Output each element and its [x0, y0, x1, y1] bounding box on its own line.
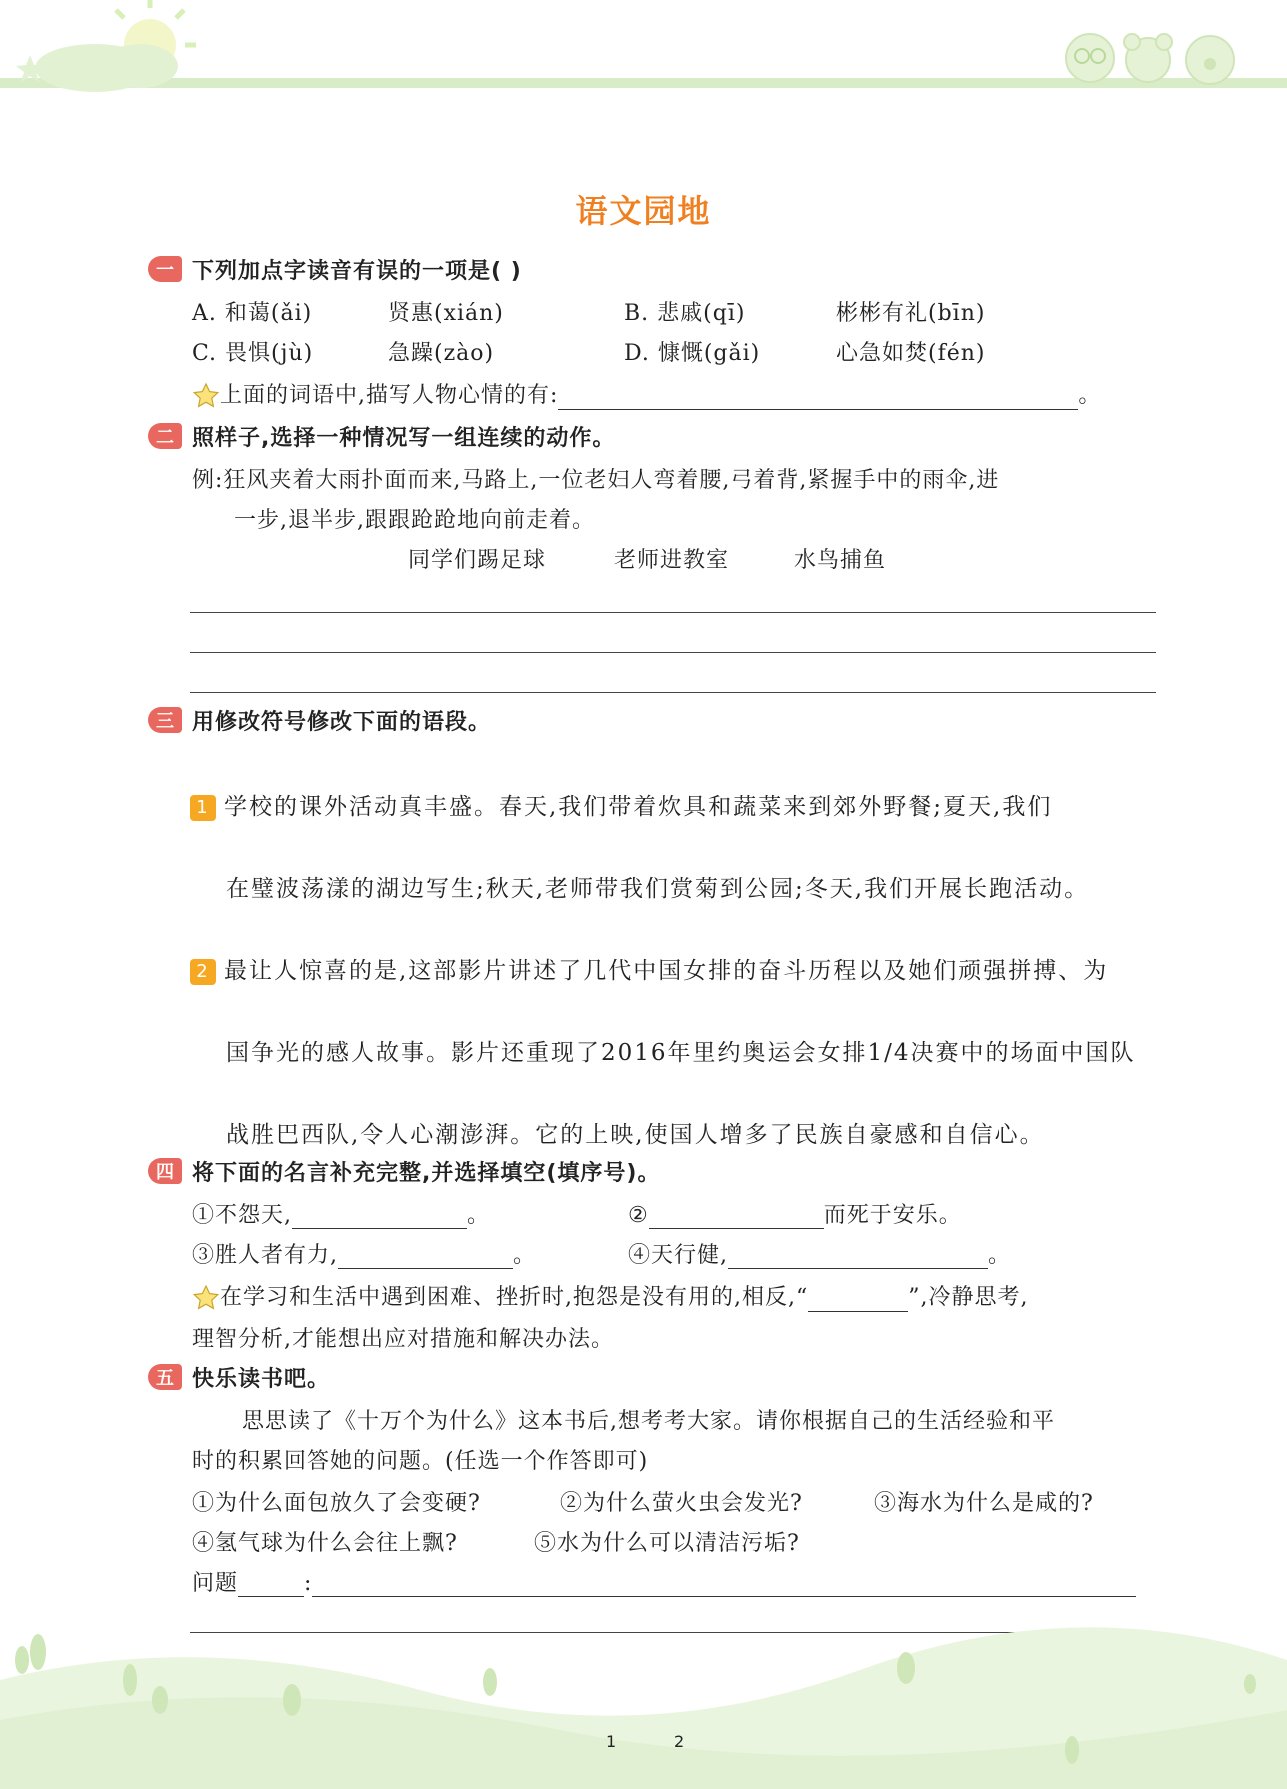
section-badge: 一	[148, 256, 182, 282]
page-number-right: 2	[674, 1732, 685, 1751]
choice-2: 老师进教室	[614, 548, 730, 573]
question-text: ”,冷静思考,	[908, 1285, 1029, 1310]
paragraph-1-line-2: 在璧波荡漾的湖边写生;秋天,老师带我们赏菊到公园;冬天,我们开展长跑活动。	[226, 876, 1090, 902]
section-title: 照样子,选择一种情况写一组连续的动作。	[192, 425, 616, 451]
section-3-header	[148, 706, 491, 734]
period: 。	[1078, 383, 1102, 408]
option-c2: 急躁(zào)	[388, 341, 495, 366]
quote-2-blank[interactable]	[649, 1206, 824, 1229]
section-badge: 四	[148, 1158, 182, 1184]
question-3: ③海水为什么是咸的?	[874, 1491, 1094, 1516]
option-d2: 心急如焚(fén)	[836, 341, 986, 366]
section-title: 下列加点字读音有误的一项是( )	[192, 258, 522, 284]
paragraph-text: 最让人惊喜的是,这部影片讲述了几代中国女排的奋斗历程以及她们顽强拼搏、为	[224, 958, 1109, 984]
quote-text: 而死于安乐。	[823, 1203, 962, 1228]
quote-4-blank[interactable]	[728, 1246, 988, 1269]
example-line-2: 一步,退半步,跟跟跄跄地向前走着。	[234, 508, 595, 533]
quote-3-blank[interactable]	[338, 1246, 513, 1269]
paragraph-text: 学校的课外活动真丰盛。春天,我们带着炊具和蔬菜来到郊外野餐;夏天,我们	[224, 794, 1053, 820]
mood-words-blank[interactable]	[558, 387, 1078, 410]
paragraph-2-line-2: 国争光的感人故事。影片还重现了2016年里约奥运会女排1/4决赛中的场面中国队	[226, 1040, 1136, 1066]
answer-line-2[interactable]	[190, 652, 1156, 653]
section-title: 用修改符号修改下面的语段。	[192, 709, 492, 735]
section-badge: 五	[148, 1364, 182, 1390]
quote-selection-question	[192, 1280, 1028, 1312]
section-2-header	[148, 422, 615, 450]
question-5: ⑤水为什么可以清洁污垢?	[534, 1531, 800, 1556]
paragraph-2-line-1	[190, 952, 1108, 985]
quote-4	[628, 1238, 1011, 1269]
quote-selection-blank[interactable]	[808, 1289, 908, 1312]
sun-cloud-decoration	[0, 0, 240, 110]
quote-1-blank[interactable]	[292, 1206, 467, 1229]
section-title: 将下面的名言补充完整,并选择填空(填序号)。	[192, 1160, 661, 1186]
question-2: ②为什么萤火虫会发光?	[560, 1491, 803, 1516]
question-1: ①为什么面包放久了会变硬?	[192, 1491, 481, 1516]
question-text: 在学习和生活中遇到困难、挫折时,抱怨是没有用的,相反,“	[220, 1285, 809, 1310]
reading-intro-line-2: 时的积累回答她的问题。(任选一个作答即可)	[192, 1449, 649, 1474]
quote-text: ③胜人者有力,	[192, 1243, 338, 1268]
example-line-1: 例:狂风夹着大雨扑面而来,马路上,一位老妇人弯着腰,弓着背,紧握手中的雨伞,进	[192, 468, 1000, 493]
option-b2: 彬彬有礼(bīn)	[836, 301, 986, 326]
quote-text: ①不怨天,	[192, 1203, 292, 1228]
answer-label: 问题	[192, 1571, 239, 1596]
section-4-header	[148, 1157, 660, 1185]
quote-3	[192, 1238, 536, 1269]
star-icon	[192, 382, 220, 410]
period: 。	[513, 1243, 537, 1268]
colon: :	[304, 1571, 313, 1596]
answer-line-3[interactable]	[190, 692, 1156, 693]
section-1-header	[148, 255, 522, 283]
quote-selection-line-2: 理智分析,才能想出应对措施和解决办法。	[192, 1327, 614, 1352]
quote-1	[192, 1198, 490, 1229]
mood-words-prompt: 上面的词语中,描写人物心情的有:	[220, 383, 559, 408]
page-title: 语文园地	[575, 192, 712, 230]
period: 。	[988, 1243, 1012, 1268]
section-badge: 二	[148, 423, 182, 449]
question-4: ④氢气球为什么会往上飘?	[192, 1531, 458, 1556]
star-icon	[192, 1284, 220, 1312]
choice-3: 水鸟捕鱼	[794, 548, 887, 573]
quote-text: ②	[628, 1203, 649, 1228]
option-a2: 贤惠(xián)	[388, 301, 504, 326]
hills-decoration	[0, 1600, 1287, 1789]
option-b1: B. 悲戚(qī)	[624, 301, 746, 326]
paragraph-number: 2	[190, 959, 216, 985]
page-number-left: 1	[606, 1732, 617, 1751]
period: 。	[467, 1203, 491, 1228]
section-badge: 三	[148, 707, 182, 733]
answer-row	[192, 1566, 1136, 1597]
reading-intro-line-1: 思思读了《十万个为什么》这本书后,想考考大家。请你根据自己的生活经验和平	[242, 1409, 1055, 1434]
quote-text: ④天行健,	[628, 1243, 728, 1268]
paragraph-2-line-3: 战胜巴西队,令人心潮澎湃。它的上映,使国人增多了民族自豪感和自信心。	[226, 1122, 1045, 1148]
paragraph-number: 1	[190, 795, 216, 821]
mood-words-question	[192, 378, 1101, 410]
question-number-blank[interactable]	[238, 1574, 304, 1597]
section-title: 快乐读书吧。	[192, 1366, 331, 1392]
animal-faces-decoration	[1060, 20, 1260, 90]
option-a1: A. 和蔼(ǎi)	[192, 301, 313, 326]
option-c1: C. 畏惧(jù)	[192, 341, 314, 366]
paragraph-1-line-1	[190, 788, 1052, 821]
section-5-header	[148, 1363, 330, 1391]
answer-line-1[interactable]	[190, 612, 1156, 613]
choice-1: 同学们踢足球	[408, 548, 547, 573]
option-d1: D. 慷慨(gǎi)	[624, 341, 761, 366]
quote-2	[628, 1198, 962, 1229]
answer-blank[interactable]	[312, 1574, 1136, 1597]
